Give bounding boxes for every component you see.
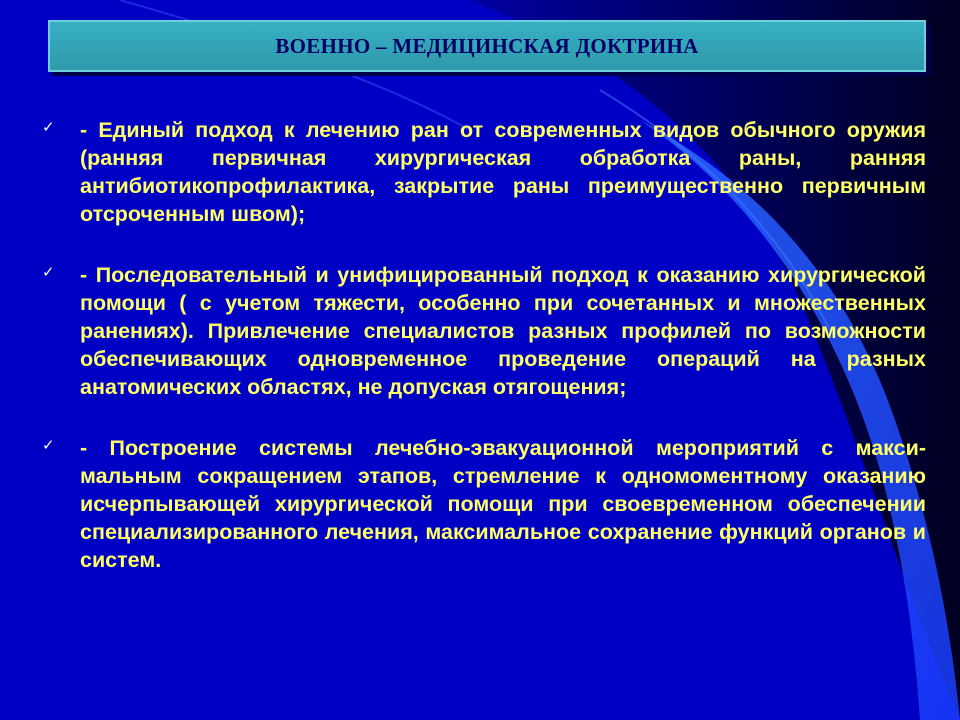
list-item — [42, 261, 926, 401]
checkmark-icon: ✓ — [42, 436, 55, 454]
list-item-text: - Единый подход к лечению ран от современных видов обычного оружия (ранняя первичная хирургическая обработка раны, ранняя антибиотикопрофилактика, закрытие раны преимущественно первичным отсроченным швом); — [80, 118, 926, 226]
list-item-text: - Последовательный и унифицированный подход к оказанию хирургической помощи ( с учетом тяжести, особенно при сочетанных и множественных ранениях). Привлечение специалистов разных профилей по возможности обеспечивающих одновременное проведение операций на разных анатомических областях, не допуская отягощения; — [80, 263, 926, 399]
list-item-text: - Построение системы лечебно-эвакуационной мероприятий с макси-мальным сокращением этапов, стремление к одномоментному оказанию исчерпывающей хирургической помощи при своевременном обеспечении специализированного лечения, максимальное сохранение функций органов и систем. — [80, 436, 926, 572]
list-item — [42, 116, 926, 228]
list-item — [42, 434, 926, 574]
slide-title: ВОЕННО – МЕДИЦИНСКАЯ ДОКТРИНА — [275, 33, 699, 58]
bullet-list — [42, 116, 926, 607]
checkmark-icon: ✓ — [42, 118, 55, 136]
checkmark-icon: ✓ — [42, 263, 55, 281]
title-banner — [48, 20, 926, 72]
